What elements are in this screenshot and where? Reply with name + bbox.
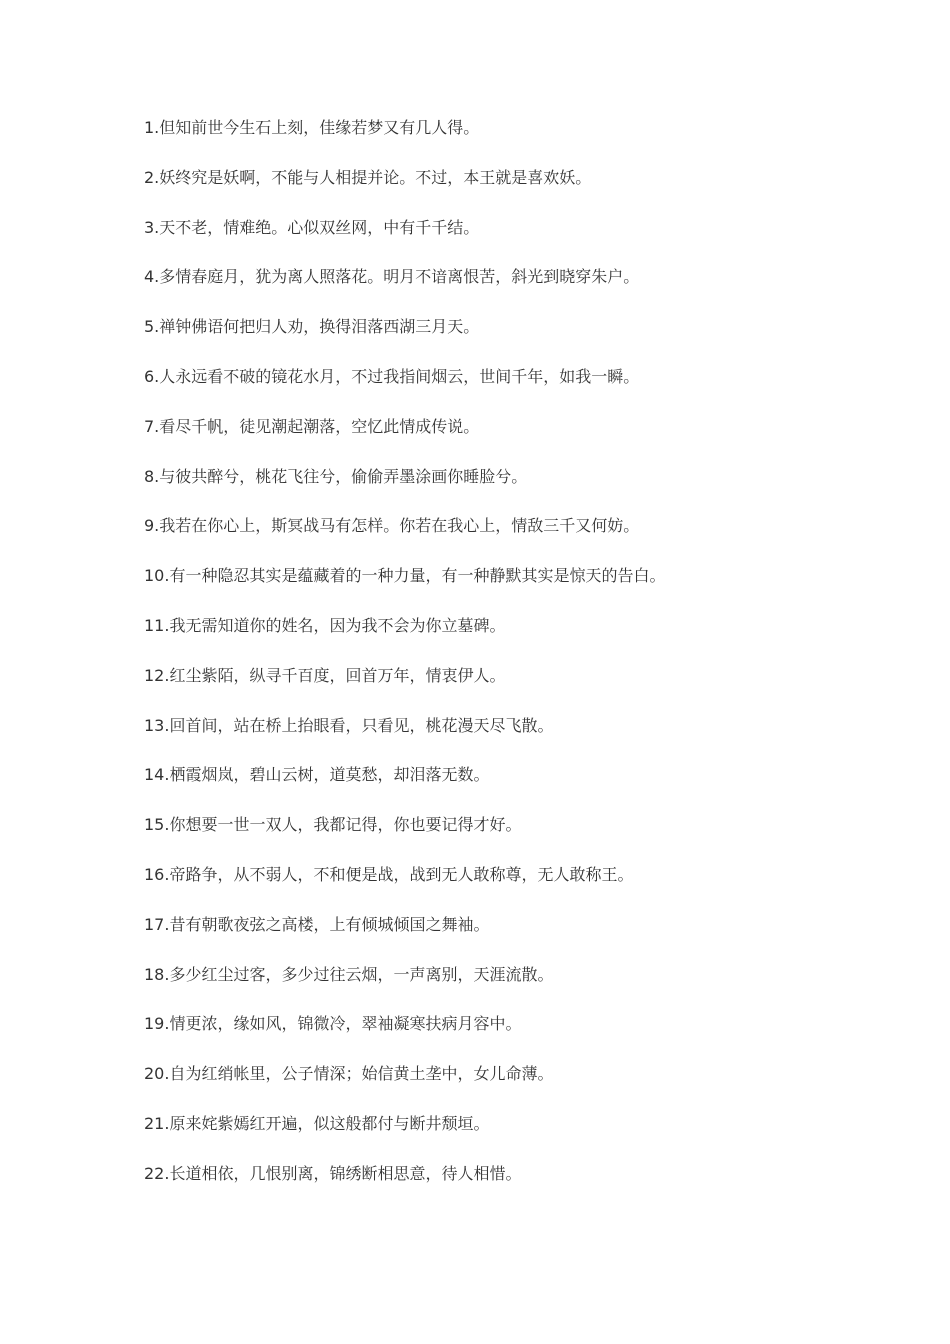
quote-line-10: 10.有一种隐忍其实是蕴藏着的一种力量，有一种静默其实是惊天的告白。 bbox=[144, 566, 666, 586]
quote-line-15: 15.你想要一世一双人，我都记得，你也要记得才好。 bbox=[144, 815, 522, 835]
quote-line-19: 19.情更浓，缘如风，锦微冷，翠袖凝寒扶病月容中。 bbox=[144, 1014, 522, 1034]
quote-line-14: 14.栖霞烟岚，碧山云树，道莫愁，却泪落无数。 bbox=[144, 765, 490, 785]
quote-line-4: 4.多情春庭月，犹为离人照落花。明月不谙离恨苦，斜光到晓穿朱户。 bbox=[144, 267, 640, 287]
quote-line-6: 6.人永远看不破的镜花水月，不过我指间烟云，世间千年，如我一瞬。 bbox=[144, 366, 640, 386]
quote-line-20: 20.自为红绡帐里，公子情深；始信黄土垄中，女儿命薄。 bbox=[144, 1064, 554, 1084]
quote-line-2: 2.妖终究是妖啊，不能与人相提并论。不过，本王就是喜欢妖。 bbox=[144, 167, 592, 187]
quote-line-12: 12.红尘紫陌，纵寻千百度，回首万年，情衷伊人。 bbox=[144, 665, 506, 685]
quote-line-1: 1.但知前世今生石上刻，佳缘若梦又有几人得。 bbox=[144, 118, 480, 137]
quote-line-22: 22.长道相依，几恨别离，锦绣断相思意，待人相惜。 bbox=[144, 1163, 522, 1183]
quote-line-7: 7.看尽千帆，徒见潮起潮落，空忆此情成传说。 bbox=[144, 416, 480, 436]
quote-line-18: 18.多少红尘过客，多少过往云烟，一声离别，天涯流散。 bbox=[144, 964, 554, 984]
quote-list bbox=[144, 115, 904, 1211]
quote-line-13: 13.回首间，站在桥上抬眼看，只看见，桃花漫天尽飞散。 bbox=[144, 715, 554, 735]
quote-line-21: 21.原来姹紫嫣红开遍，似这般都付与断井颓垣。 bbox=[144, 1113, 490, 1133]
quote-line-3: 3.天不老，情难绝。心似双丝网，中有千千结。 bbox=[144, 217, 480, 237]
quote-line-16: 16.帝路争，从不弱人，不和便是战，战到无人敢称尊，无人敢称王。 bbox=[144, 864, 634, 884]
quote-line-11: 11.我无需知道你的姓名，因为我不会为你立墓碑。 bbox=[144, 615, 506, 635]
quote-line-9: 9.我若在你心上，斯冥战马有怎样。你若在我心上，情敌三千又何妨。 bbox=[144, 516, 640, 536]
quote-line-8: 8.与彼共醉兮，桃花飞往兮，偷偷弄墨涂画你睡脸兮。 bbox=[144, 466, 528, 486]
quote-line-17: 17.昔有朝歌夜弦之高楼，上有倾城倾国之舞袖。 bbox=[144, 914, 490, 934]
quote-line-5: 5.禅钟佛语何把归人劝，换得泪落西湖三月天。 bbox=[144, 317, 480, 337]
